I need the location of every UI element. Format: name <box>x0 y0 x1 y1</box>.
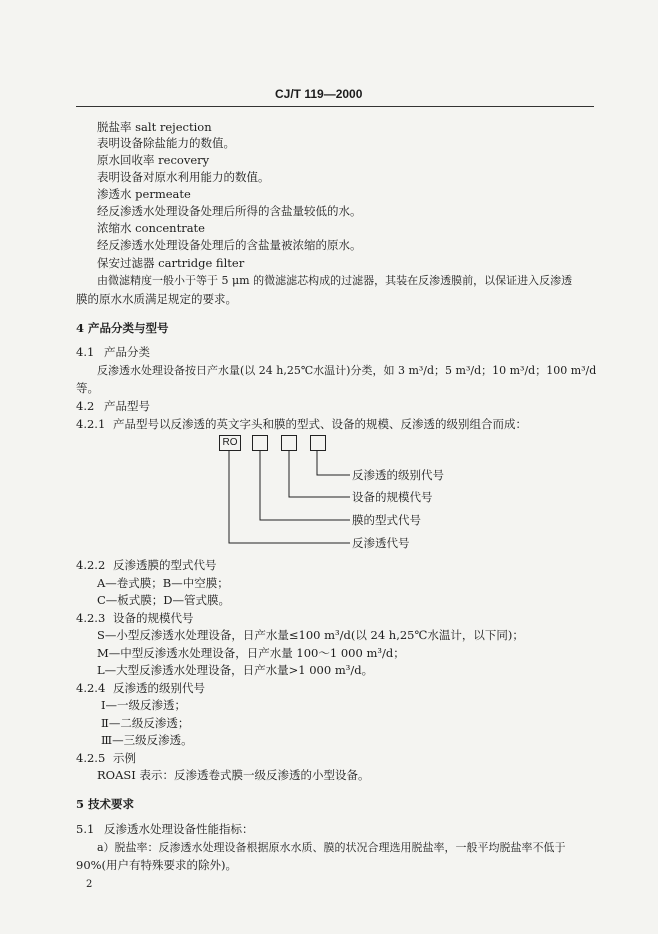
section-5-1-number: 5.1 <box>76 822 95 836</box>
section-4-2-5-title: 示例 <box>113 751 136 765</box>
standard-code-header: CJ/T 119—2000 <box>275 87 363 101</box>
desc-salt-rejection: 表明设备除盐能力的数值。 <box>97 136 235 150</box>
section-4-1-title: 产品分类 <box>104 345 150 359</box>
section-4-2-1-text: 产品型号以反渗透的英文字头和膜的型式、设备的规模、反渗透的级别组合而成： <box>113 417 527 431</box>
label-ro-code: 反渗透代号 <box>352 536 410 550</box>
section-4-2-4-number: 4.2.4 <box>76 681 106 695</box>
section-5-1-a-line2: 90%(用户有特殊要求的除外)。 <box>76 858 238 872</box>
section-4-2-3-line3: L—大型反渗透水处理设备，日产水量>1 000 m³/d。 <box>97 663 374 677</box>
desc-recovery: 表明设备对原水利用能力的数值。 <box>97 170 270 184</box>
section-4-2-3-line1: S—小型反渗透水处理设备，日产水量≤100 m³/d(以 24 h,25℃水温计，以下同)； <box>97 628 524 642</box>
section-4-2-3-line2: M—中型反渗透水处理设备，日产水量 100～1 000 m³/d； <box>97 646 405 660</box>
section-4-2-4-title: 反渗透的级别代号 <box>113 681 205 695</box>
section-5-1-title: 反渗透水处理设备性能指标： <box>104 822 254 836</box>
term-cartridge-filter: 保安过滤器 cartridge filter <box>97 256 245 270</box>
section-4-1-line1: 反渗透水处理设备按日产水量(以 24 h,25℃水温计)分类，如 3 m³/d；5 m³/d；10 m³/d；100 m³/d <box>97 364 597 377</box>
term-permeate: 渗透水 permeate <box>97 187 191 201</box>
section-4-1-number: 4.1 <box>76 345 95 359</box>
section-4-2-3-title: 设备的规模代号 <box>113 611 194 625</box>
section-4-2-3-number: 4.2.3 <box>76 611 106 625</box>
section-4-2-2-line2: C—板式膜；D—管式膜。 <box>97 593 231 607</box>
desc-concentrate: 经反渗透水处理设备处理后的含盐量被浓缩的原水。 <box>97 238 362 252</box>
section-4-2-5-number: 4.2.5 <box>76 751 106 765</box>
section-4-2-1-number: 4.2.1 <box>76 417 106 431</box>
section-4-2-4-line2: Ⅱ—二级反渗透； <box>101 716 190 730</box>
model-prefix-box: RO <box>219 435 241 451</box>
label-grade-code: 反渗透的级别代号 <box>352 468 444 482</box>
section-4-2-4-line3: Ⅲ—三级反渗透。 <box>101 733 193 747</box>
section-4-1-line2: 等。 <box>76 381 99 395</box>
section-4-2-number: 4.2 <box>76 399 95 413</box>
term-concentrate: 浓缩水 concentrate <box>97 221 205 235</box>
section-5-1-a-line1: a）脱盐率：反渗透水处理设备根据原水水质、膜的状况合理选用脱盐率，一般平均脱盐率不低于 <box>97 841 566 854</box>
term-recovery: 原水回收率 recovery <box>97 153 210 167</box>
section-4-2-title: 产品型号 <box>104 399 150 413</box>
desc-permeate: 经反渗透水处理设备处理后所得的含盐量较低的水。 <box>97 204 362 218</box>
desc-cartridge-filter-line1: 由微滤精度一般小于等于 5 μm 的微滤滤芯构成的过滤器，其装在反渗透膜前，以保证进入反渗透 <box>97 274 573 287</box>
section-4-2-2-line1: A—卷式膜；B—中空膜； <box>97 576 229 590</box>
page-number: 2 <box>86 879 93 890</box>
term-salt-rejection: 脱盐率 salt rejection <box>97 120 212 134</box>
desc-cartridge-filter-line2: 膜的原水水质满足规定的要求。 <box>76 292 237 306</box>
label-scale-code: 设备的规模代号 <box>352 490 433 504</box>
section-5-title: 5 技术要求 <box>76 797 135 811</box>
section-4-2-2-number: 4.2.2 <box>76 558 106 572</box>
section-4-title: 4 产品分类与型号 <box>76 321 169 335</box>
section-4-2-2-title: 反渗透膜的型式代号 <box>113 558 217 572</box>
section-4-2-4-line1: Ⅰ—一级反渗透； <box>101 698 187 712</box>
section-4-2-5-text: ROASI 表示：反渗透卷式膜一级反渗透的小型设备。 <box>97 768 370 782</box>
label-membrane-type-code: 膜的型式代号 <box>352 513 421 527</box>
